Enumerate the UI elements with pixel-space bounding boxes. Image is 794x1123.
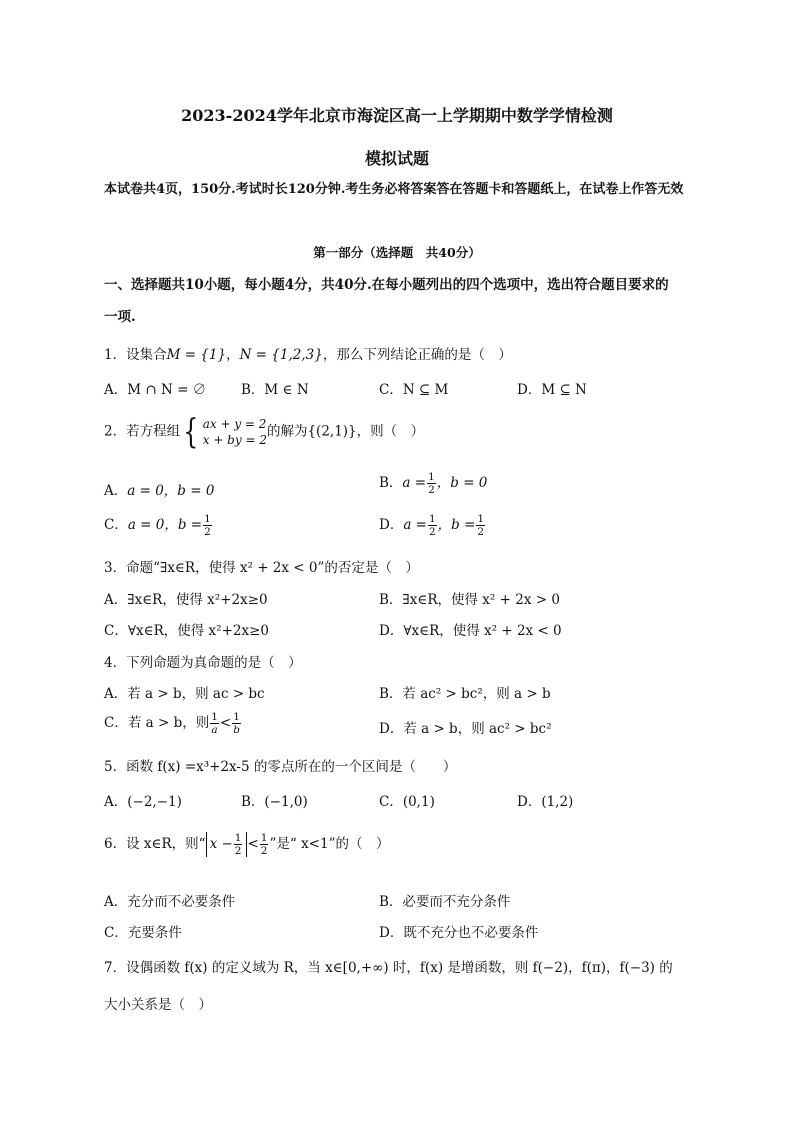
question-2-option-c: C．a = 0，b = $\frac{1}{2}$ <box>104 513 211 538</box>
question-7-stem-line2: 大小关系是（ ） <box>104 997 212 1013</box>
fraction: $\frac{1}{a}$ <box>211 711 218 736</box>
question-6-option-c: C．充要条件 <box>104 925 182 941</box>
question-2-stem: 2．若方程组 { ax + y = 2 x + by = 2 的解为{(2,1)}，则（ ） <box>104 412 425 452</box>
fraction: $\frac{1}{b}$ <box>233 711 240 736</box>
fraction: $\frac{1}{2}$ <box>260 832 268 857</box>
part1-instruction-line1: 一、选择题共10小题，每小题4分，共40分.在每小题列出的四个选项中，选出符合题目要求的 <box>104 277 669 293</box>
part1-heading: 第一部分（选择题 共40分） <box>313 245 481 260</box>
exam-title-line1: 2023-2024学年北京市海淀区高一上学期期中数学学情检测 <box>181 106 613 125</box>
question-3-stem: 3．命题“∃x∈R，使得 x² + 2x < 0”的否定是（ ） <box>104 560 419 576</box>
question-5-option-c: C．(0,1) <box>379 794 435 810</box>
question-2-option-b: B．a = $\frac{1}{2}$ ，b = 0 <box>379 471 488 496</box>
question-3-option-d: D．∀x∈R，使得 x² + 2x < 0 <box>379 623 562 639</box>
fraction: $\frac{1}{2}$ <box>234 832 242 857</box>
question-1-stem: 1．设集合M = {1}，N = {1,2,3}，那么下列结论正确的是（ ） <box>104 347 512 363</box>
equation-system: { ax + y = 2 x + by = 2 <box>183 412 267 452</box>
question-4-option-c: C．若 a > b，则 $\frac{1}{a}$ < $\frac{1}{b}$ <box>104 711 240 736</box>
question-5-option-d: D．(1,2) <box>517 794 574 810</box>
question-3-option-c: C．∀x∈R，使得 x²+2x≥0 <box>104 623 269 639</box>
question-3-option-a: A．∃x∈R，使得 x²+2x≥0 <box>104 592 268 608</box>
question-5-option-a: A．(−2,−1) <box>104 794 182 810</box>
question-4-option-a: A．若 a > b，则 ac > bc <box>104 686 265 702</box>
question-6-stem: 6．设 x∈R，则“ x − $\frac{1}{2}$ < $\frac{1}{2}$ ”是“ x<1”的（ ） <box>104 832 390 857</box>
question-6-option-a: A．充分而不必要条件 <box>104 894 236 910</box>
exam-title-line2: 模拟试题 <box>364 149 429 168</box>
fraction: $\frac{1}{2}$ <box>204 513 211 538</box>
fraction: $\frac{1}{2}$ <box>477 513 485 538</box>
question-2-option-a: A．a = 0，b = 0 <box>104 483 215 499</box>
question-1-option-b: B．M ∈ N <box>241 382 309 398</box>
question-5-stem: 5．函数 f(x) =x³+2x-5 的零点所在的一个区间是（ ） <box>104 759 457 775</box>
question-5-option-b: B．(−1,0) <box>241 794 308 810</box>
question-6-option-b: B．必要而不充分条件 <box>379 894 511 910</box>
exam-instructions: 本试卷共4页，150分.考试时长120分钟.考生务必将答案答在答题卡和答题纸上，在试卷上作答无效 <box>104 182 684 197</box>
part1-instruction-line2: 一项. <box>104 309 136 325</box>
question-2-option-d: D．a = $\frac{1}{2}$ ，b = $\frac{1}{2}$ <box>379 513 485 538</box>
question-7-stem-line1: 7．设偶函数 f(x) 的定义域为 R，当 x∈[0,+∞) 时，f(x) 是增函数，则 f(−2)，f(π)，f(−3) 的 <box>104 960 673 976</box>
question-1-option-c: C．N ⊆ M <box>379 382 449 398</box>
question-3-option-b: B．∃x∈R，使得 x² + 2x > 0 <box>379 592 560 608</box>
absolute-value: x − $\frac{1}{2}$ <box>206 832 248 857</box>
question-6-option-d: D．既不充分也不必要条件 <box>379 925 539 941</box>
question-4-stem: 4．下列命题为真命题的是（ ） <box>104 655 302 671</box>
question-1-option-a: A．M ∩ N = ∅ <box>104 382 207 398</box>
question-4-option-d: D．若 a > b，则 ac² > bc² <box>379 721 552 737</box>
question-1-option-d: D．M ⊆ N <box>517 382 587 398</box>
fraction: $\frac{1}{2}$ <box>428 513 436 538</box>
fraction: $\frac{1}{2}$ <box>428 471 435 496</box>
question-4-option-b: B．若 ac² > bc²，则 a > b <box>379 686 551 702</box>
